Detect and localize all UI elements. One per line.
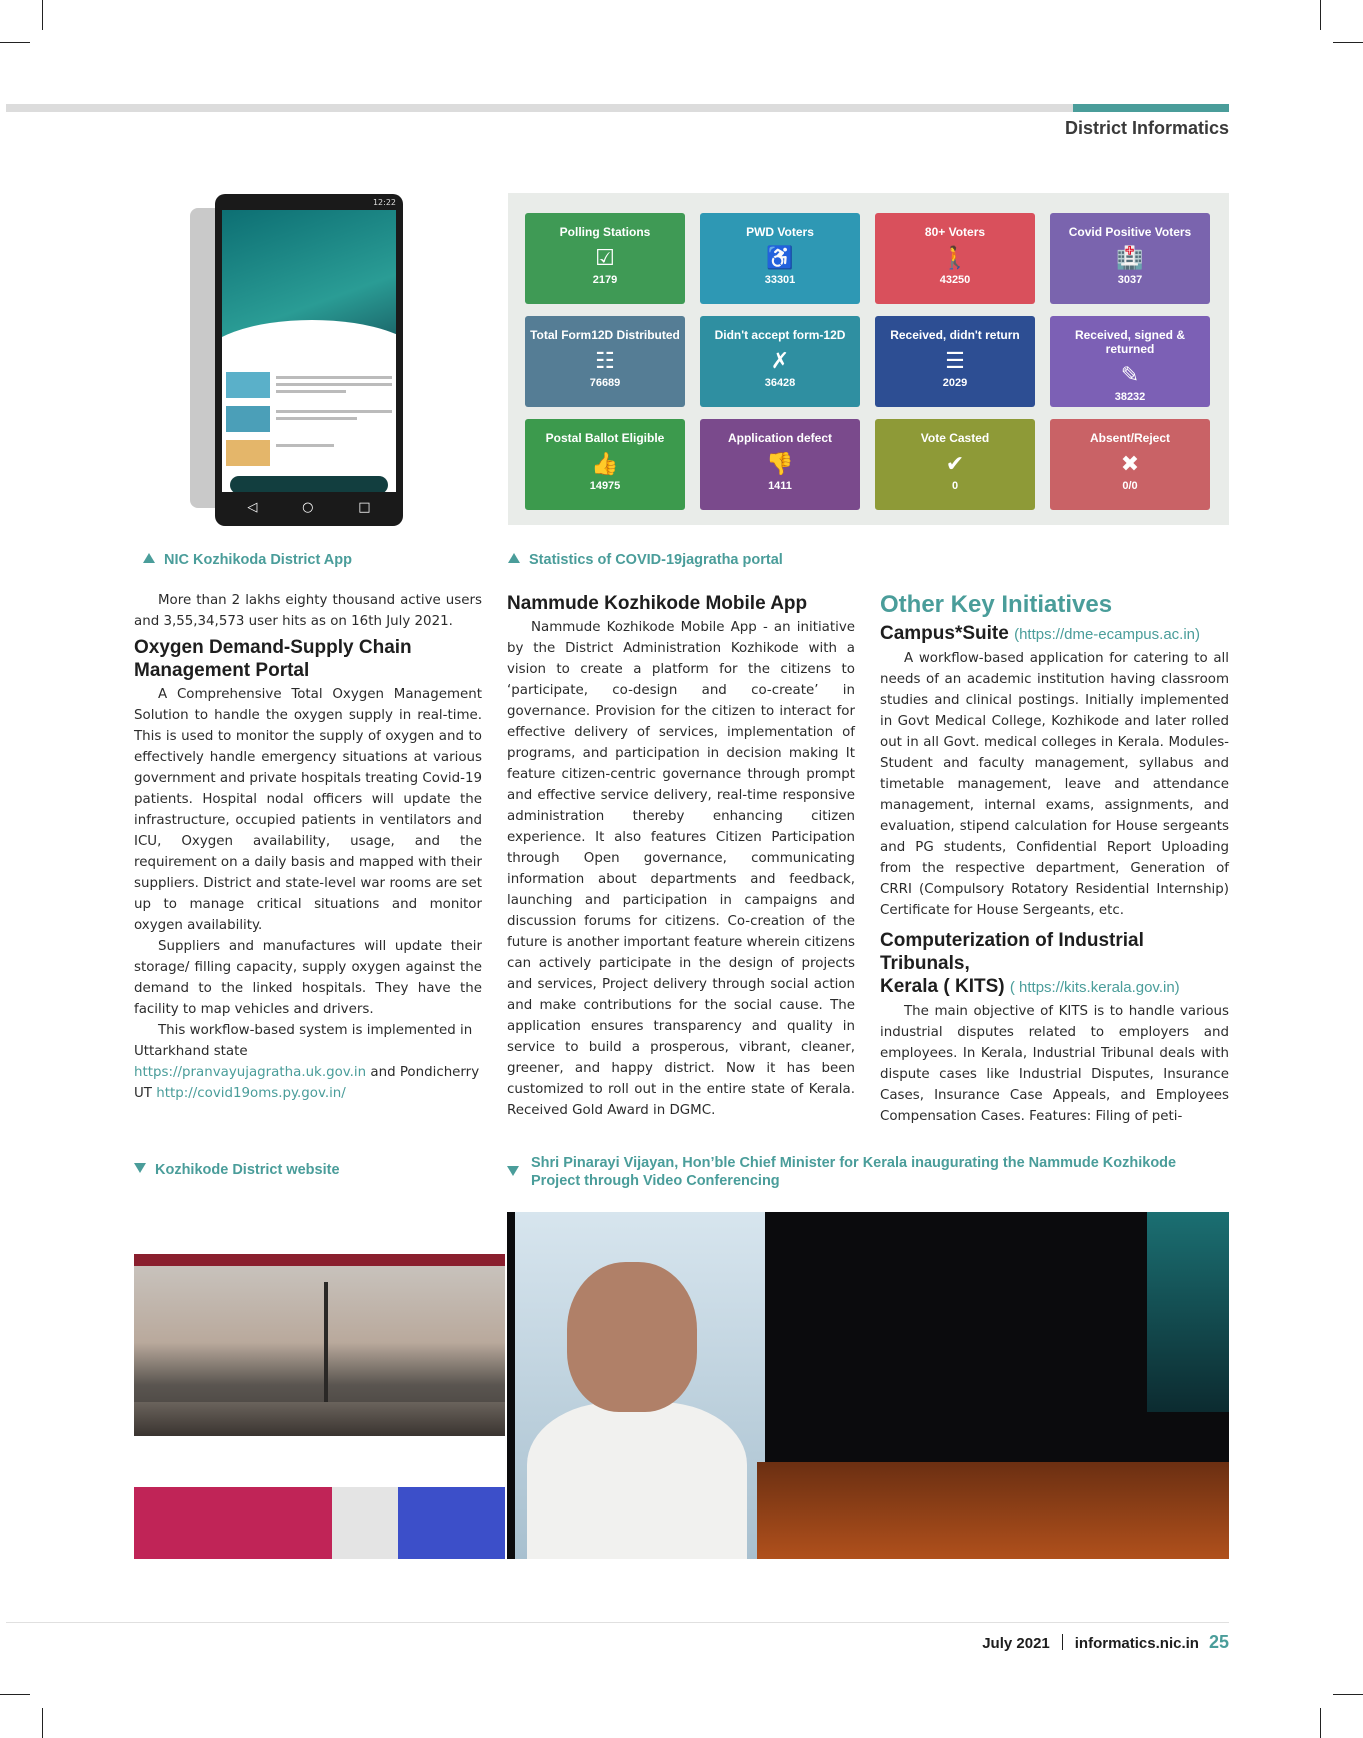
- header-bar: [6, 104, 1073, 112]
- column-left: [134, 590, 482, 1104]
- page-number: 25: [1208, 1632, 1229, 1652]
- stat-tile-value: 2029: [942, 377, 968, 389]
- oxygen-heading: Oxygen Demand-Supply Chain Management Portal: [134, 637, 412, 681]
- footer-site[interactable]: informatics.nic.in: [1074, 1635, 1199, 1652]
- speaker-face: [567, 1262, 697, 1412]
- stat-tile-label: Application defect: [727, 431, 832, 445]
- website-menu: [134, 1254, 505, 1266]
- footer-date: July 2021: [982, 1635, 1050, 1652]
- stat-tile: [875, 213, 1035, 304]
- stat-tile-value: 0: [951, 480, 959, 492]
- initiatives-heading: Other Key Initiatives: [880, 591, 1113, 618]
- phone-screen: [222, 210, 396, 492]
- event-caption: Shri Pinarayi Vijayan, Hon’ble Chief Minister for Kerala inaugurating the Nammude Kozhikode Project through Video Conferencing: [507, 1154, 1229, 1190]
- triangle-up-icon: [508, 553, 520, 563]
- stage-floor: [757, 1462, 1229, 1559]
- check-circle-icon: ✔: [945, 451, 965, 476]
- crop-mark: [0, 1694, 30, 1695]
- oxygen-paragraph-3: This workflow-based system is implemented in Uttarkhand state https://pranvayujagratha.uk.gov.in and Pondicherry UT http://covid19oms.py.gov.in/: [134, 1023, 480, 1101]
- phone-nav: [225, 500, 393, 520]
- phone-dock: [230, 476, 388, 492]
- x-circle-icon: ✖: [1120, 451, 1140, 476]
- hospital-icon: 🏥: [1116, 245, 1144, 270]
- stat-tile: [1050, 419, 1210, 510]
- oxygen-paragraph-1: A Comprehensive Total Oxygen Management Solution to handle the oxygen supply in real-time. This is used to monitor the supply of oxygen and to effectively handle emergency situations at various government and private hospitals treating Covid-19 patients. Hospital nodal officers will update the infrastructure, occupied patients in ventilators and ICU, Oxygen availability, usage, and the requirement on a daily basis and mapped with their suppliers. District and state-level war rooms are set up to manage critical situations and monitor oxygen availability.: [134, 687, 482, 933]
- stat-tile-label: Polling Stations: [559, 225, 651, 239]
- section-title: District Informatics: [1064, 118, 1229, 138]
- stat-tile: [875, 316, 1035, 407]
- crop-mark: [1320, 1708, 1321, 1738]
- nammude-paragraph: Nammude Kozhikode Mobile App - an initiative by the District Administration Kozhikode with a vision to create a platform for the citizens to ‘participate, co-design and co-create’ in governance. Provision for the citizen to interact for effective delivery of services, implementation of programs, and participation in decision making It feature citizen-centric governance through prompt and effective service delivery, real-time responsive administration thereby enhancing citizen experience. It also features Citizen Participation through Open governance, communicating information about departments and feedback, launching and participation in campaigns and discussion forums for citizens. Co-creation of the future is another important feature wherein citizens can actively participate in the design of projects and services, Project delivery through social action and make contributions for the social cause. The application ensures transparency and quality in service to build a prosperous, vibrant, cleaner, greener, and happy district. Now it has been customized to roll out in the entire state of Kerala. Received Gold Award in DGMC.: [507, 620, 855, 1118]
- stat-tile-label: Total Form12D Distributed: [530, 328, 680, 342]
- website-pier: [134, 1402, 505, 1436]
- inauguration-photo: [507, 1212, 1229, 1559]
- stat-tile-label: Received, didn't return: [890, 328, 1020, 342]
- stat-tile-label: Received, signed & returned: [1074, 328, 1186, 356]
- stat-tile-label: 80+ Voters: [924, 225, 986, 239]
- wheelchair-icon: ♿: [766, 245, 794, 270]
- rejected-document-icon: ✗: [770, 348, 790, 373]
- stat-tile-label: Absent/Reject: [1089, 431, 1171, 445]
- crop-mark: [1320, 0, 1321, 30]
- phone-image: [215, 194, 403, 526]
- covid19oms-link[interactable]: http://covid19oms.py.gov.in/: [156, 1086, 346, 1101]
- stat-tile-label: Covid Positive Voters: [1068, 225, 1192, 239]
- stat-tile-label: PWD Voters: [746, 225, 814, 239]
- stat-tile-value: 33301: [764, 274, 796, 286]
- stat-tile: [700, 316, 860, 407]
- footer: [982, 1632, 1229, 1653]
- crop-mark: [0, 42, 30, 43]
- ballot-box-icon: ☑: [595, 245, 615, 270]
- website-lamp-post: [324, 1282, 328, 1412]
- stat-tile-value: 1411: [768, 480, 792, 492]
- stat-tile-label: Postal Ballot Eligible: [545, 431, 665, 445]
- website-blue-panel: [398, 1487, 505, 1559]
- crop-mark: [1333, 1694, 1363, 1695]
- walking-person-icon: 🚶: [941, 245, 969, 270]
- website-caption: Kozhikode District website: [134, 1162, 340, 1178]
- stat-tile-value: 0/0: [1122, 480, 1138, 492]
- stat-tile-label: Didn't accept form-12D: [714, 328, 846, 342]
- stat-tile-value: 43250: [939, 274, 971, 286]
- list-item: [226, 406, 392, 432]
- kits-heading: Computerization of Industrial Tribunals, Kerala ( KITS) ( https://kits.kerala.gov.in): [880, 930, 1180, 997]
- campus-suite-heading: Campus*Suite (https://dme-ecampus.ac.in): [880, 623, 1200, 644]
- footer-divider: [1062, 1634, 1063, 1650]
- kits-link[interactable]: ( https://kits.kerala.gov.in): [1009, 979, 1180, 996]
- stat-tile-label: Vote Casted: [920, 431, 990, 445]
- stat-tile: [1050, 316, 1210, 407]
- stat-tile-value: 38232: [1114, 391, 1146, 403]
- stat-tile: [1050, 213, 1210, 304]
- thumbs-down-icon: 👎: [766, 451, 794, 476]
- pranvayu-link[interactable]: https://pranvayujagratha.uk.gov.in: [134, 1065, 367, 1080]
- speaker-shirt: [527, 1402, 747, 1559]
- back-icon: ◁: [247, 500, 258, 515]
- phone-status-time: 12:22: [372, 198, 396, 207]
- covid-dashboard: [508, 193, 1229, 525]
- campus-suite-link[interactable]: (https://dme-ecampus.ac.in): [1014, 626, 1200, 643]
- intro-paragraph: More than 2 lakhs eighty thousand active users and 3,55,34,573 user hits as on 16th July 2021.: [134, 593, 482, 629]
- stat-tile-value: 3037: [1117, 274, 1143, 286]
- recents-icon: □: [358, 500, 371, 515]
- nammude-heading: Nammude Kozhikode Mobile App: [507, 593, 808, 614]
- triangle-down-icon: [507, 1166, 519, 1176]
- stat-tile: [875, 419, 1035, 510]
- signed-document-icon: ✎: [1120, 362, 1140, 387]
- district-website-image: [134, 1212, 505, 1559]
- stat-tile-value: 76689: [589, 377, 621, 389]
- column-middle: [507, 590, 855, 1121]
- website-header: [134, 1212, 505, 1254]
- crop-mark: [42, 0, 43, 30]
- stat-tile: [525, 419, 685, 510]
- stat-tile: [700, 419, 860, 510]
- crop-mark: [42, 1708, 43, 1738]
- website-grey-panel: [332, 1487, 398, 1559]
- triangle-down-icon: [134, 1163, 146, 1173]
- thumbs-up-icon: 👍: [591, 451, 619, 476]
- dashboard-caption: Statistics of COVID-19jagratha portal: [508, 552, 783, 568]
- stat-tile-value: 14975: [589, 480, 621, 492]
- footer-line: [6, 1622, 1229, 1623]
- triangle-up-icon: [143, 553, 155, 563]
- phone-feed: [226, 372, 392, 474]
- list-item: [226, 440, 392, 466]
- campus-suite-paragraph: A workflow-based application for catering to all needs of an academic institution having classroom studies and clinical postings. Initially implemented in Govt Medical College, Kozhikode and later rolled out in all Govt. medical colleges in Kerala. Modules-Student and faculty management, syllabus and timetable management, leave and attendance management, internal exams, assignments, and evaluation, stipend calculation for House sergeants and PG students, Confidential Report Uploading from the respective department, Generation of CRRI (Compulsory Rotatory Residential Internship) Certificate for House Sergeants, etc.: [880, 651, 1229, 918]
- stage-light: [1147, 1212, 1229, 1412]
- stat-tile: [525, 316, 685, 407]
- oxygen-paragraph-2: Suppliers and manufactures will update their storage/ filling capacity, supply oxygen against the demand to the linked hospitals. They have the facility to map vehicles and drivers.: [134, 939, 482, 1017]
- stat-tile-value: 2179: [592, 274, 618, 286]
- home-icon: ○: [302, 500, 314, 515]
- stat-tile-value: 36428: [764, 377, 796, 389]
- stat-tile: [525, 213, 685, 304]
- phone-caption: NIC Kozhikoda District App: [143, 552, 352, 568]
- website-pink-panel: [134, 1487, 332, 1559]
- column-right: [880, 590, 1229, 1127]
- header-accent: [1073, 104, 1229, 112]
- form-icon: ☷: [595, 348, 615, 373]
- list-item: [226, 372, 392, 398]
- crop-mark: [1333, 42, 1363, 43]
- stat-tile: [700, 213, 860, 304]
- receipt-icon: ☰: [945, 348, 965, 373]
- kits-paragraph: The main objective of KITS is to handle various industrial disputes related to employers and employees. In Kerala, Industrial Tribunal deals with dispute cases like Industrial Disputes, Insurance Cases, Insurance Case Appeals, and Employees Compensation Cases. Features: Filing of peti-: [880, 1004, 1229, 1124]
